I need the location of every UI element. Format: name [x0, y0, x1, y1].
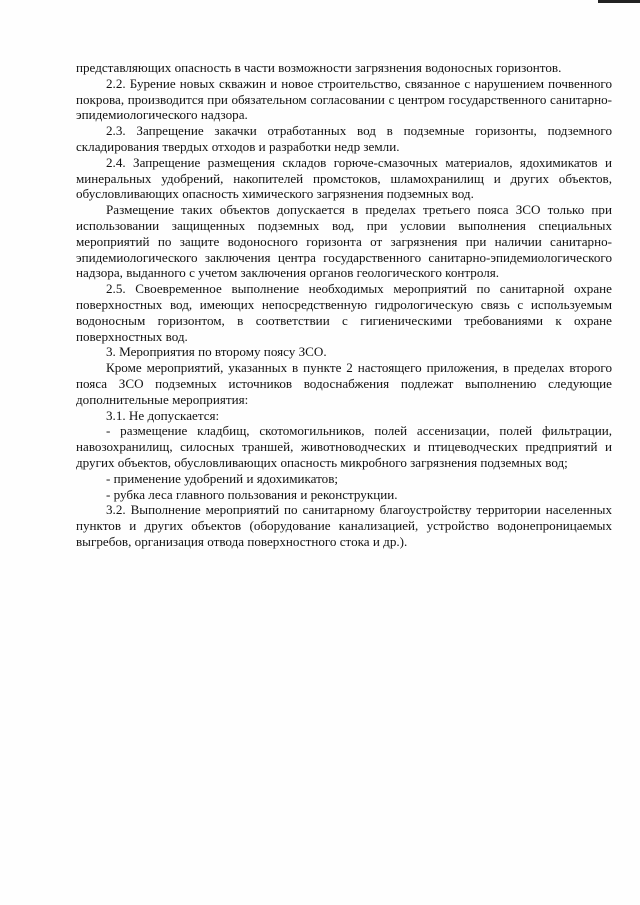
body-text — [76, 60, 612, 550]
list-item-placement: - размещение кладбищ, скотомогильников, полей ассенизации, полей фильтрации, навозохранилищ, силосных траншей, животноводческих и птицеводческих предприятий и других объектов, обусловливающих опасность микробного загрязнения подземных вод; — [76, 423, 612, 470]
paragraph-3-1: 3.1. Не допускается: — [106, 407, 220, 423]
paragraph-3-2: 3.2. Выполнение мероприятий по санитарному благоустройству территории населенных пунктов и других объектов (оборудование канализацией, устройство водонепроницаемых выгребов, организация отвода поверхностного стока и др.). — [76, 502, 612, 549]
paragraph-2-3: 2.3. Запрещение закачки отработанных вод в подземные горизонты, подземного складирования твердых отходов и разработки недр земли. — [76, 123, 612, 154]
paragraph-placement: Размещение таких объектов допускается в пределах третьего пояса ЗСО только при использовании защищенных подземных вод, при условии выполнения специальных мероприятий по защите водоносного горизонта от загрязнения при наличии санитарно-эпидемиологического заключения центра государственного санитарно-эпидемиологического надзора, выданного с учетом заключения органов геологического контроля. — [76, 202, 612, 281]
paragraph-2-5: 2.5. Своевременное выполнение необходимых мероприятий по санитарной охране поверхностных вод, имеющих непосредственную гидрологическую связь с используемым водоносным горизонтом, в соответствии с гигиеническими требованиями к охране поверхностных вод. — [76, 281, 612, 344]
list-item-fertilizers: - применение удобрений и ядохимикатов; — [106, 470, 339, 486]
section-heading-3: 3. Мероприятия по второму поясу ЗСО. — [106, 344, 327, 360]
paragraph-additional-measures: Кроме мероприятий, указанных в пункте 2 настоящего приложения, в пределах второго пояса ЗСО подземных источников водоснабжения подлежат выполнению следующие дополнительные мероприятия: — [76, 360, 612, 407]
paragraph-continuation: представляющих опасность в части возможности загрязнения водоносных горизонтов. — [76, 60, 562, 75]
list-item-logging: - рубка леса главного пользования и реконструкции. — [106, 486, 398, 502]
paragraph-2-2: 2.2. Бурение новых скважин и новое строительство, связанное с нарушением почвенного покрова, производится при обязательном согласовании с центром государственного санитарно-эпидемиологического надзора. — [76, 75, 612, 123]
scan-edge-mark — [598, 0, 640, 3]
paragraph-2-4: 2.4. Запрещение размещения складов горюче-смазочных материалов, ядохимикатов и минеральных удобрений, накопителей промстоков, шламохранилищ и других объектов, обусловливающих опасность химического загрязнения подземных вод. — [76, 154, 612, 202]
